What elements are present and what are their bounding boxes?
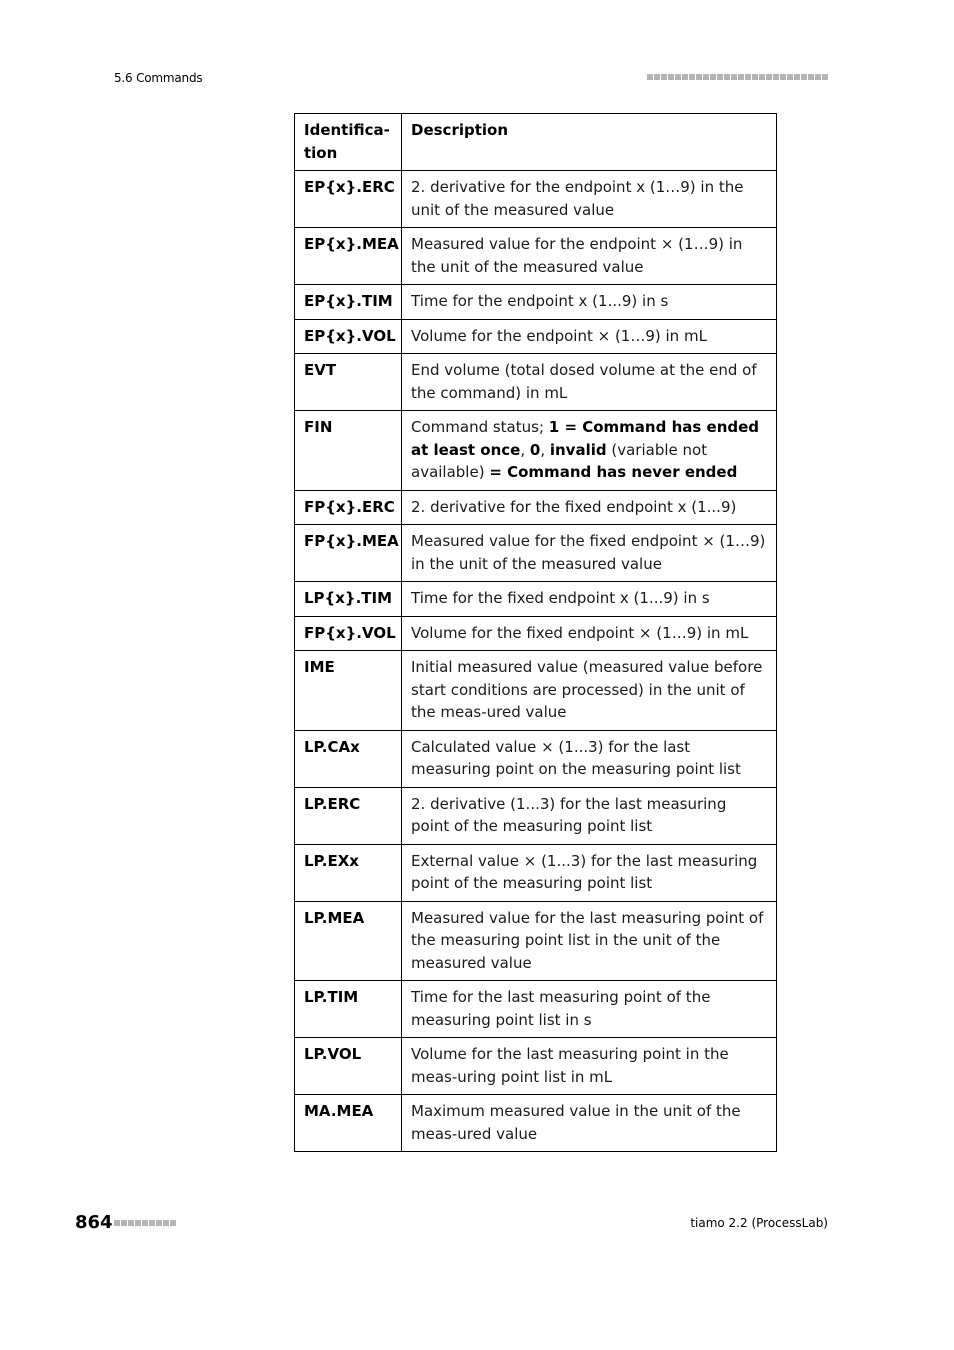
row-description: Measured value for the endpoint × (1…9) in the unit of the measured value	[402, 228, 777, 285]
table-row	[295, 730, 777, 787]
table-row	[295, 319, 777, 354]
page-number: 864	[75, 1212, 113, 1233]
row-identification: FIN	[295, 411, 402, 491]
desc-emphasis: = Command has never ended	[489, 463, 738, 481]
column-header-description: Description	[402, 114, 777, 171]
table-row	[295, 411, 777, 491]
decorative-square	[801, 74, 807, 80]
table-row	[295, 844, 777, 901]
row-description: 2. derivative for the fixed endpoint x (1...9)	[402, 490, 777, 525]
table-row	[295, 651, 777, 731]
section-label: 5.6 Commands	[114, 71, 203, 85]
decorative-square	[682, 74, 688, 80]
decorative-square	[731, 74, 737, 80]
decorative-square	[121, 1220, 127, 1226]
decorative-square	[787, 74, 793, 80]
table-row	[295, 1038, 777, 1095]
decorative-square	[752, 74, 758, 80]
decorative-square	[808, 74, 814, 80]
decorative-square	[794, 74, 800, 80]
table-row	[295, 787, 777, 844]
row-description: External value × (1...3) for the last measuring point of the measuring point list	[402, 844, 777, 901]
table-row	[295, 285, 777, 320]
table-row	[295, 981, 777, 1038]
decorative-square	[717, 74, 723, 80]
row-description: End volume (total dosed volume at the end of the command) in mL	[402, 354, 777, 411]
row-identification: MA.MEA	[295, 1095, 402, 1152]
row-identification: EP{x}.TIM	[295, 285, 402, 320]
decorative-square	[759, 74, 765, 80]
row-description: 2. derivative (1...3) for the last measuring point of the measuring point list	[402, 787, 777, 844]
decorative-square	[163, 1220, 169, 1226]
table-row	[295, 616, 777, 651]
decorative-square	[822, 74, 828, 80]
row-identification: LP.MEA	[295, 901, 402, 981]
decorative-square	[170, 1220, 176, 1226]
column-header-identification: Identifica- tion	[295, 114, 402, 171]
row-identification: LP.TIM	[295, 981, 402, 1038]
table-row	[295, 1095, 777, 1152]
decorative-square	[766, 74, 772, 80]
row-identification: EVT	[295, 354, 402, 411]
row-description: Measured value for the last measuring point of the measuring point list in the unit of the measured value	[402, 901, 777, 981]
row-identification: EP{x}.MEA	[295, 228, 402, 285]
row-description: Volume for the fixed endpoint × (1…9) in mL	[402, 616, 777, 651]
footer-decoration	[114, 1220, 176, 1226]
row-identification: FP{x}.MEA	[295, 525, 402, 582]
row-description: Time for the endpoint x (1...9) in s	[402, 285, 777, 320]
row-identification: EP{x}.ERC	[295, 171, 402, 228]
row-identification: LP.VOL	[295, 1038, 402, 1095]
decorative-square	[661, 74, 667, 80]
desc-emphasis: invalid	[549, 440, 607, 459]
table-row	[295, 171, 777, 228]
table-row	[295, 525, 777, 582]
decorative-square	[149, 1220, 155, 1226]
row-description: Volume for the last measuring point in the meas-uring point list in mL	[402, 1038, 777, 1095]
row-identification: EP{x}.VOL	[295, 319, 402, 354]
decorative-square	[142, 1220, 148, 1226]
row-description: 2. derivative for the endpoint x (1…9) in the unit of the measured value	[402, 171, 777, 228]
desc-emphasis: 1 = Command has ended at least once	[411, 418, 760, 459]
row-description	[402, 411, 777, 491]
decorative-square	[114, 1220, 120, 1226]
row-identification: LP.CAx	[295, 730, 402, 787]
header-decoration	[647, 74, 828, 80]
row-identification: FP{x}.VOL	[295, 616, 402, 651]
decorative-square	[647, 74, 653, 80]
table-row	[295, 582, 777, 617]
decorative-square	[710, 74, 716, 80]
decorative-square	[780, 74, 786, 80]
decorative-square	[696, 74, 702, 80]
decorative-square	[689, 74, 695, 80]
table-row	[295, 354, 777, 411]
decorative-square	[128, 1220, 134, 1226]
desc-emphasis: 0	[529, 440, 541, 459]
row-description: Maximum measured value in the unit of the meas-ured value	[402, 1095, 777, 1152]
table-header-row	[295, 114, 777, 171]
row-description: Time for the fixed endpoint x (1...9) in s	[402, 582, 777, 617]
decorative-square	[668, 74, 674, 80]
decorative-square	[156, 1220, 162, 1226]
row-identification: IME	[295, 651, 402, 731]
product-name: tiamo 2.2 (ProcessLab)	[690, 1216, 828, 1230]
decorative-square	[815, 74, 821, 80]
row-description: Initial measured value (measured value before start conditions are processed) in the unit of the meas-ured value	[402, 651, 777, 731]
row-identification: LP.ERC	[295, 787, 402, 844]
decorative-square	[703, 74, 709, 80]
commands-table	[294, 113, 777, 1152]
row-identification: LP.EXx	[295, 844, 402, 901]
table-row	[295, 490, 777, 525]
table-row	[295, 228, 777, 285]
desc-text: (variable not available)	[411, 440, 708, 481]
decorative-square	[675, 74, 681, 80]
desc-text: ,	[520, 440, 530, 459]
decorative-square	[135, 1220, 141, 1226]
decorative-square	[745, 74, 751, 80]
table-row	[295, 901, 777, 981]
row-description: Calculated value × (1...3) for the last measuring point on the measuring point list	[402, 730, 777, 787]
decorative-square	[724, 74, 730, 80]
row-description: Time for the last measuring point of the measuring point list in s	[402, 981, 777, 1038]
decorative-square	[654, 74, 660, 80]
desc-text: ,	[540, 440, 550, 459]
row-identification: FP{x}.ERC	[295, 490, 402, 525]
row-identification: LP{x}.TIM	[295, 582, 402, 617]
decorative-square	[773, 74, 779, 80]
desc-text: Command status;	[411, 418, 549, 436]
decorative-square	[738, 74, 744, 80]
row-description: Measured value for the fixed endpoint × (1…9) in the unit of the measured value	[402, 525, 777, 582]
row-description: Volume for the endpoint × (1…9) in mL	[402, 319, 777, 354]
